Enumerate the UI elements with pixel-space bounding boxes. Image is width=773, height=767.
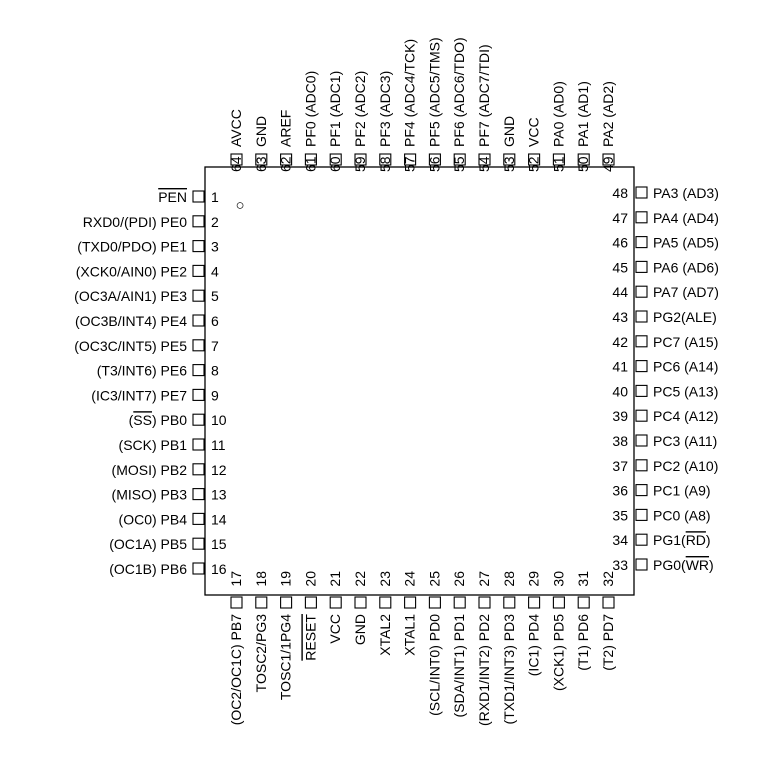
pin-number: 57	[401, 156, 418, 172]
pin-label	[352, 71, 368, 147]
pin-label-segment: GND	[500, 115, 517, 147]
pin-label-segment: GND	[252, 115, 269, 147]
pin-pad	[193, 563, 204, 574]
pin-number: 38	[612, 433, 628, 449]
pin-label-segment: ) PB0	[151, 412, 187, 429]
pin-label-segment: (XCK1) PD5	[550, 614, 567, 692]
pin-pad	[193, 464, 204, 475]
pin-label-segment: (TXD0/PDO) PE1	[77, 238, 187, 255]
pin-label-segment: PG0(	[653, 557, 686, 573]
pin-pad	[193, 538, 204, 549]
pin-label	[526, 117, 542, 147]
pin-label-segment: PA1 (AD1)	[575, 81, 592, 147]
pin-label	[327, 614, 343, 644]
pin-number: 55	[451, 156, 468, 172]
pin-label	[426, 37, 442, 147]
pin-label-segment: PF1 (ADC1)	[327, 70, 344, 147]
pin-label-segment: (MOSI) PB2	[111, 461, 187, 478]
pin-label	[129, 412, 188, 428]
pin-number: 54	[476, 156, 492, 172]
pin-pad	[193, 389, 204, 400]
pin-pad	[193, 489, 204, 500]
pin-number: 32	[600, 571, 616, 587]
pin-number: 29	[525, 571, 542, 587]
pin-label	[653, 235, 719, 251]
pin-number: 36	[612, 482, 628, 499]
pin-label-segment: PG2(ALE)	[653, 309, 717, 325]
pin-label	[377, 71, 393, 147]
pin-label	[253, 116, 269, 147]
pin-number: 45	[612, 259, 628, 276]
pin-label	[402, 39, 418, 147]
pin-number: 60	[327, 156, 344, 172]
pin-pad	[256, 597, 267, 608]
pin-label-segment: (OC1B) PB6	[109, 561, 187, 577]
pin-number: 8	[211, 362, 219, 379]
pin-pad	[636, 485, 647, 496]
pin-label	[653, 185, 719, 201]
pin-label-segment: PF5 (ADC5/TMS)	[426, 37, 443, 147]
pin-label-segment: VCC	[327, 614, 344, 644]
pin-pad	[193, 241, 204, 252]
pin-label-segment: PC4 (A12)	[653, 408, 719, 425]
pin-label	[653, 532, 711, 548]
pin-pad	[636, 212, 647, 223]
pin-label	[228, 614, 244, 725]
pin-label	[402, 614, 418, 656]
pin-label	[653, 408, 718, 424]
pin-number: 16	[211, 561, 227, 577]
pin-label-overbar-segment: PEN	[158, 189, 187, 205]
pin-pad	[479, 597, 490, 608]
pin-pad	[193, 414, 204, 425]
pin-number: 2	[211, 213, 219, 230]
pin-label	[302, 614, 318, 661]
pin-pad	[355, 597, 366, 608]
pin-label	[76, 263, 187, 279]
pin-pad	[636, 336, 647, 347]
bottom-pin-group	[228, 571, 616, 726]
pin-pad	[553, 597, 564, 608]
pin-label	[112, 462, 188, 478]
pin-number: 12	[211, 461, 227, 478]
pin-label	[653, 433, 717, 449]
pin-number: 40	[612, 383, 628, 400]
pin-number: 4	[211, 263, 219, 280]
pin-number: 13	[211, 486, 227, 503]
pin-label-segment: PA2 (AD2)	[600, 81, 616, 147]
pin-number: 47	[612, 209, 628, 226]
pin-label-segment: (OC1A) PB5	[109, 536, 187, 553]
pin-pad	[529, 597, 540, 608]
pin-number: 30	[550, 571, 567, 587]
pin-number: 52	[525, 156, 542, 172]
pin1-marker: ○	[235, 197, 245, 214]
pin-label-segment: PC6 (A14)	[653, 358, 719, 375]
pin-number: 50	[575, 156, 592, 172]
pin-number: 28	[500, 571, 517, 587]
pin-label	[112, 487, 188, 503]
pin-number: 39	[612, 408, 628, 425]
pin-pad	[636, 237, 647, 248]
pin-number: 64	[228, 156, 244, 172]
pin-pad	[636, 286, 647, 297]
pin-label-segment: XTAL1	[401, 614, 418, 656]
pin-label-segment: PC7 (A15)	[653, 333, 719, 350]
pin-label-segment: RXD0/(PDI) PE0	[82, 213, 187, 230]
pin-label	[526, 614, 542, 676]
pin-label	[653, 309, 717, 325]
pin-number: 15	[211, 536, 227, 553]
pin-label-segment: PF2 (ADC2)	[352, 70, 368, 147]
pin-number: 31	[575, 571, 592, 587]
pin-label	[158, 189, 187, 205]
pin-pad	[429, 597, 440, 608]
pin-label-segment: )	[709, 557, 714, 573]
pin-pad	[193, 191, 204, 202]
pin-number: 46	[612, 234, 628, 251]
pin-label-segment: (T2) PD7	[600, 614, 616, 671]
pin-label	[109, 536, 187, 552]
pin-number: 33	[612, 557, 628, 573]
pin-label-overbar-segment: SS	[133, 412, 152, 429]
pin-number: 35	[612, 507, 628, 524]
left-pin-group	[74, 189, 227, 577]
pin-label	[653, 557, 714, 573]
pin-number: 10	[211, 412, 227, 429]
pin-label-segment: PC0 (A8)	[653, 507, 711, 524]
pin-pad	[636, 361, 647, 372]
pin-pad	[454, 597, 465, 608]
pin-label	[74, 338, 187, 354]
pin-number: 26	[451, 571, 468, 587]
pin-label-segment: PA7 (AD7)	[653, 284, 719, 301]
pin-label-segment: XTAL2	[376, 614, 393, 656]
pin-label-segment: (SCL/INT0) PD0	[426, 614, 443, 716]
pin-label-segment: PF6 (ADC6/TDO)	[451, 37, 468, 147]
pin-label	[228, 109, 244, 147]
pin-pad	[193, 439, 204, 450]
pin-label	[278, 110, 294, 147]
pin-number: 14	[211, 511, 227, 528]
pin-label-segment: PA6 (AD6)	[653, 259, 719, 276]
pin-label-segment: (XCK0/AIN0) PE2	[75, 263, 187, 280]
pin-label-segment: PF3 (ADC3)	[376, 70, 393, 147]
pin-label	[653, 483, 711, 499]
pin-pad	[305, 597, 316, 608]
pin-number: 42	[612, 333, 628, 350]
pin-label-segment: VCC	[525, 117, 542, 147]
pin-label	[327, 71, 343, 147]
pin-pad	[636, 559, 647, 570]
pin-label	[476, 44, 492, 147]
pin-label	[352, 614, 368, 645]
pin-number: 1	[211, 189, 219, 205]
pin-label	[575, 81, 591, 147]
pin-pad	[636, 187, 647, 198]
pin-pad	[504, 597, 515, 608]
pin-label	[653, 458, 718, 474]
pin-label	[109, 561, 187, 577]
pin-pad	[578, 597, 589, 608]
pin-number: 5	[211, 288, 219, 305]
pin-pad	[380, 597, 391, 608]
pin-pad	[636, 460, 647, 471]
pin-pad	[281, 597, 292, 608]
pin-number: 51	[550, 156, 567, 172]
pin-label-overbar-segment: RD	[685, 532, 706, 549]
pin-label	[600, 614, 616, 671]
pin-number: 53	[500, 156, 517, 172]
pin-pad	[193, 315, 204, 326]
pin-label-segment: (OC2/OC1C) PB7	[228, 614, 244, 726]
pin-label	[97, 363, 187, 379]
pin-label-segment: PA3 (AD3)	[653, 185, 719, 201]
pin-label-segment: PC1 (A9)	[653, 482, 711, 499]
pin-number: 58	[376, 156, 393, 172]
pin-label-segment: (	[128, 412, 134, 429]
pin-label	[426, 614, 442, 716]
pin-number: 6	[211, 313, 219, 329]
pin-label	[653, 359, 718, 375]
pin-number: 22	[352, 571, 368, 587]
pin-label	[550, 81, 566, 147]
pin-label	[653, 284, 719, 300]
pin-number: 27	[476, 571, 492, 587]
pin-label	[451, 614, 467, 718]
pin-number: 9	[211, 387, 219, 404]
pin-pad	[603, 597, 614, 608]
pin-label	[451, 37, 467, 147]
pin-number: 44	[612, 284, 628, 301]
pin-number: 48	[612, 185, 628, 201]
pin-pad	[636, 435, 647, 446]
pin-label-segment: (OC0) PB4	[118, 511, 187, 528]
pin-label-segment: (OC3C/INT5) PE5	[74, 337, 187, 354]
pin-pad	[405, 597, 416, 608]
pin-label	[302, 71, 318, 147]
pin-pad	[636, 509, 647, 520]
pin-label	[91, 387, 187, 403]
pin-label-segment: (RXD1/INT2) PD2	[476, 614, 492, 727]
pin-number: 34	[612, 532, 628, 549]
pin-pad	[330, 597, 341, 608]
pin-pad	[193, 513, 204, 524]
pin-number: 23	[376, 571, 393, 587]
pin-label-segment: (SCK) PB1	[118, 437, 187, 453]
right-pin-group	[612, 185, 718, 573]
pin-label	[653, 383, 718, 399]
pin-label	[501, 614, 517, 725]
pin-label	[476, 614, 492, 726]
pin-label-overbar-segment: RESET	[302, 614, 319, 661]
pin-label-segment: (SDA/INT1) PD1	[451, 614, 468, 718]
chip-body	[205, 167, 634, 595]
pin-number: 63	[252, 156, 269, 172]
pin-number: 59	[352, 156, 368, 172]
pin-label-segment: (T1) PD6	[575, 614, 592, 671]
pin-number: 56	[426, 156, 443, 172]
pin-label	[600, 81, 616, 147]
pin-label	[75, 313, 187, 329]
pin-label-segment: AREF	[277, 109, 294, 147]
pin-label	[653, 334, 718, 350]
pin-label-segment: TOSC2/PG3	[252, 614, 269, 693]
pin-label-segment: (IC3/INT7) PE7	[91, 387, 187, 404]
pin-label	[501, 116, 517, 147]
pin-label	[377, 614, 393, 656]
pin-pad	[193, 216, 204, 227]
pin-number: 3	[211, 238, 219, 255]
pin-number: 61	[302, 156, 319, 172]
top-pin-group	[228, 37, 616, 172]
pin-pad	[193, 340, 204, 351]
pin-number: 19	[277, 571, 294, 587]
pin-label	[74, 288, 187, 304]
pin-number: 11	[211, 437, 226, 453]
pin-label-segment: TOSC1/1PG4	[277, 614, 294, 701]
pin-label-segment: GND	[352, 614, 368, 646]
pin-label	[77, 239, 187, 255]
pin-pad	[193, 365, 204, 376]
pin-label-segment: (TXD1/INT3) PD3	[500, 614, 517, 725]
pin-label	[119, 511, 188, 527]
pin-label-segment: (OC3A/AIN1) PE3	[74, 288, 187, 305]
pin-pad	[231, 597, 242, 608]
pin-label-segment: PG1(	[653, 532, 686, 549]
pin-pad	[636, 261, 647, 272]
pin-number: 17	[228, 571, 244, 587]
pin-label-segment: PC3 (A11)	[653, 433, 718, 449]
pin-label-overbar-segment: WR	[685, 557, 710, 573]
pin-number: 25	[426, 571, 443, 587]
pin-pad	[193, 265, 204, 276]
pin-number: 62	[277, 156, 294, 172]
pin-label	[653, 259, 719, 275]
pin-label-segment: PF4 (ADC4/TCK)	[401, 38, 418, 147]
pin-pad	[193, 290, 204, 301]
pin-number: 49	[600, 156, 616, 172]
pin-label-segment: (T3/INT6) PE6	[96, 362, 187, 379]
pin-number: 37	[612, 457, 628, 474]
pin-number: 18	[252, 571, 269, 587]
pin-label-segment: PF0 (ADC0)	[302, 70, 319, 147]
pin-label	[83, 214, 187, 230]
pin-label	[253, 614, 269, 693]
pin-pad	[636, 311, 647, 322]
pin-number: 43	[612, 309, 628, 325]
pin-number: 21	[327, 571, 344, 587]
pin-label	[653, 507, 711, 523]
pin-label-segment: PA5 (AD5)	[653, 234, 719, 251]
pin-label-segment: PF7 (ADC7/TDI)	[476, 44, 492, 147]
pin-label-segment: AVCC	[228, 109, 244, 147]
pin-label-segment: PA4 (AD4)	[653, 209, 719, 226]
pin-number: 24	[401, 571, 418, 587]
pin-label-segment: PA0 (AD0)	[550, 81, 567, 147]
pin-label	[550, 614, 566, 691]
pin-pad	[636, 534, 647, 545]
pin-label	[119, 437, 188, 453]
pin-label	[575, 614, 591, 671]
pin-label-segment: PC5 (A13)	[653, 383, 719, 400]
pin-label-segment: (MISO) PB3	[111, 486, 187, 503]
pin-label	[653, 210, 719, 226]
pin-label-segment: (IC1) PD4	[525, 614, 542, 677]
pin-pad	[636, 385, 647, 396]
pin-label-segment: PC2 (A10)	[653, 457, 719, 474]
pin-pad	[636, 410, 647, 421]
pin-label-segment: )	[705, 532, 711, 549]
pin-number: 41	[612, 358, 628, 375]
pin-number: 20	[302, 571, 319, 587]
pin-label	[278, 614, 294, 700]
pin-number: 7	[211, 337, 219, 354]
pin-label-segment: (OC3B/INT4) PE4	[74, 313, 187, 329]
